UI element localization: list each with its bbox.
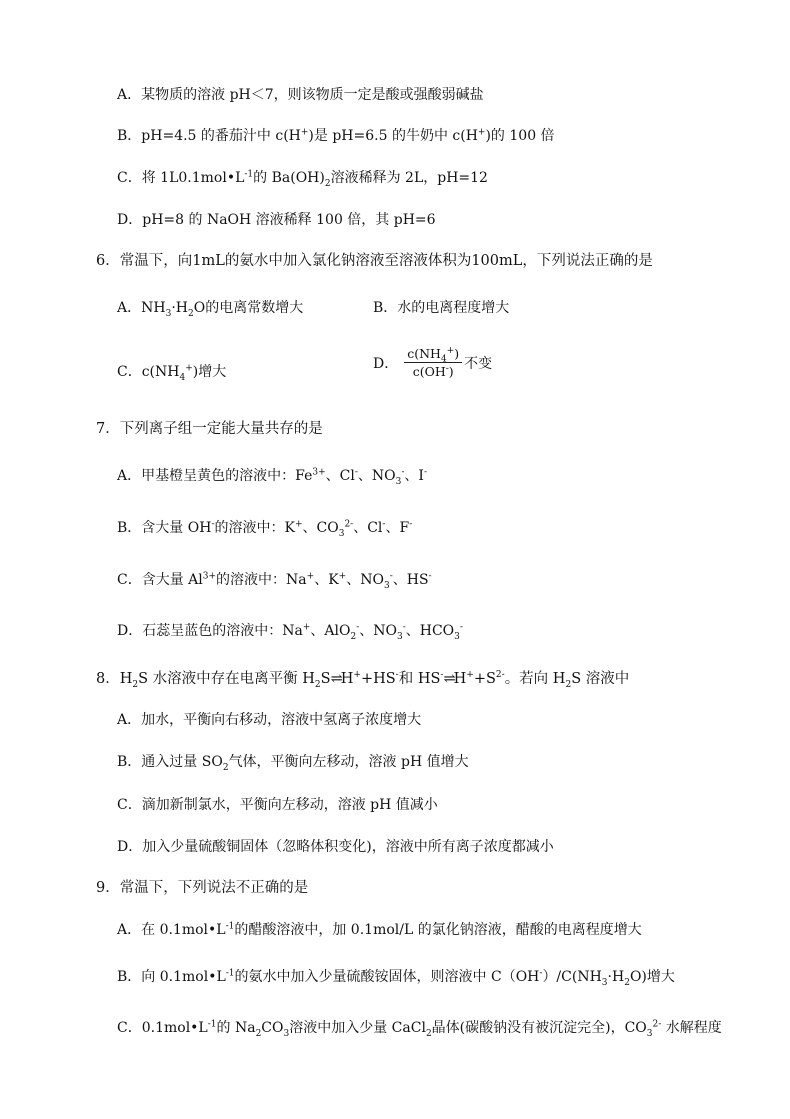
q7-option-d: D．石蕊呈蓝色的溶液中：Na+、AlO$_2$-、$NO_3^-$、$HCO_3^-$ — [117, 622, 463, 642]
fraction-denominator: c(OH-) — [412, 363, 454, 379]
q9-stem: 9．常温下，下列说法不正确的是 — [96, 880, 309, 896]
equilibrium-arrow-icon: ⇌ — [330, 671, 341, 687]
q5-option-c: C．将 $1L0.1mol•L^{-1}$的 $Ba(OH)_2$溶液稀释为 2L，pH=12 — [117, 169, 488, 189]
q9-option-b: B．向 $0.1mol•L^{-1}$的氨水中加入少量硫酸铵固体，则溶液中 $C(OH^-)/C(NH_3\cdot H_2O)$增大 — [117, 968, 675, 988]
q7-option-b: B．含大量 OH-的溶液中：K+、$CO_3^{2-}$、Cl-、F- — [117, 519, 413, 539]
q8-option-c: C．滴加新制氯水，平衡向左移动，溶液 pH 值减小 — [117, 797, 438, 813]
q6-option-b: B．水的电离程度增大 — [373, 300, 510, 316]
q8-stem: 8．$H_2S$ 水溶液中存在电离平衡 $H_2S\rightleftharpoons H^++HS^-$和 $HS^-\rightleftharpoons H^++S^{2-}$。若向 $H_2S$ 溶液中 — [96, 670, 630, 690]
q6-option-a: A．$NH_3\cdot H_2O$的电离常数增大 — [117, 300, 304, 319]
fraction — [404, 346, 462, 379]
q9-option-a: A．在 $0.1mol•L^{-1}$的醋酸溶液中，加 0.1mol/L 的氯化钠溶液，醋酸的电离程度增大 — [117, 921, 642, 938]
q6-option-c: C．$c(NH_4^+)$增大 — [117, 363, 227, 383]
q9-option-c: C．$0.1mol•L^{-1}$的 $Na_2CO_3$溶液中加入少量 CaCl$_2$晶体(碳酸钠没有被沉淀完全)，$CO_3^{2-}$ 水解程度 — [117, 1019, 722, 1039]
equilibrium-arrow-icon: ⇌ — [443, 671, 454, 687]
q5-option-b: B．pH=4.5 的番茄汁中 c(H+)是 pH=6.5 的牛奶中 c(H+)的 100 倍 — [117, 127, 555, 144]
q8-option-a: A．加水，平衡向右移动，溶液中氢离子浓度增大 — [117, 712, 422, 728]
q6-stem: 6．常温下，向1mL的氨水中加入氯化钠溶液至溶液体积为100mL，下列说法正确的是 — [96, 253, 653, 269]
q8-option-d: D．加入少量硫酸铜固体（忽略体积变化)，溶液中所有离子浓度都减小 — [117, 839, 554, 855]
q7-stem: 7．下列离子组一定能大量共存的是 — [96, 421, 323, 437]
q7-option-c: C．含大量 $Al^{3+}$的溶液中：Na+、K+、$NO_3^-$、HS- — [117, 571, 432, 591]
q5-option-d: D．pH=8 的 NaOH 溶液稀释 100 倍，其 pH=6 — [117, 212, 436, 228]
fraction-numerator: $c(NH_4^+)$ — [404, 346, 462, 363]
q6-option-d: D． $\frac{c(NH_4^+)}{c(OH^-)}$ 不变 — [373, 345, 493, 379]
q7-option-a: A．甲基橙呈黄色的溶液中：$Fe^{3+}$、Cl-、$NO_3^-$、I- — [117, 467, 427, 487]
q8-option-b: B．通入过量 $SO_2$气体，平衡向左移动，溶液 pH 值增大 — [117, 754, 469, 773]
q5-option-a: A．某物质的溶液 pH＜7，则该物质一定是酸或强酸弱碱盐 — [117, 87, 484, 103]
